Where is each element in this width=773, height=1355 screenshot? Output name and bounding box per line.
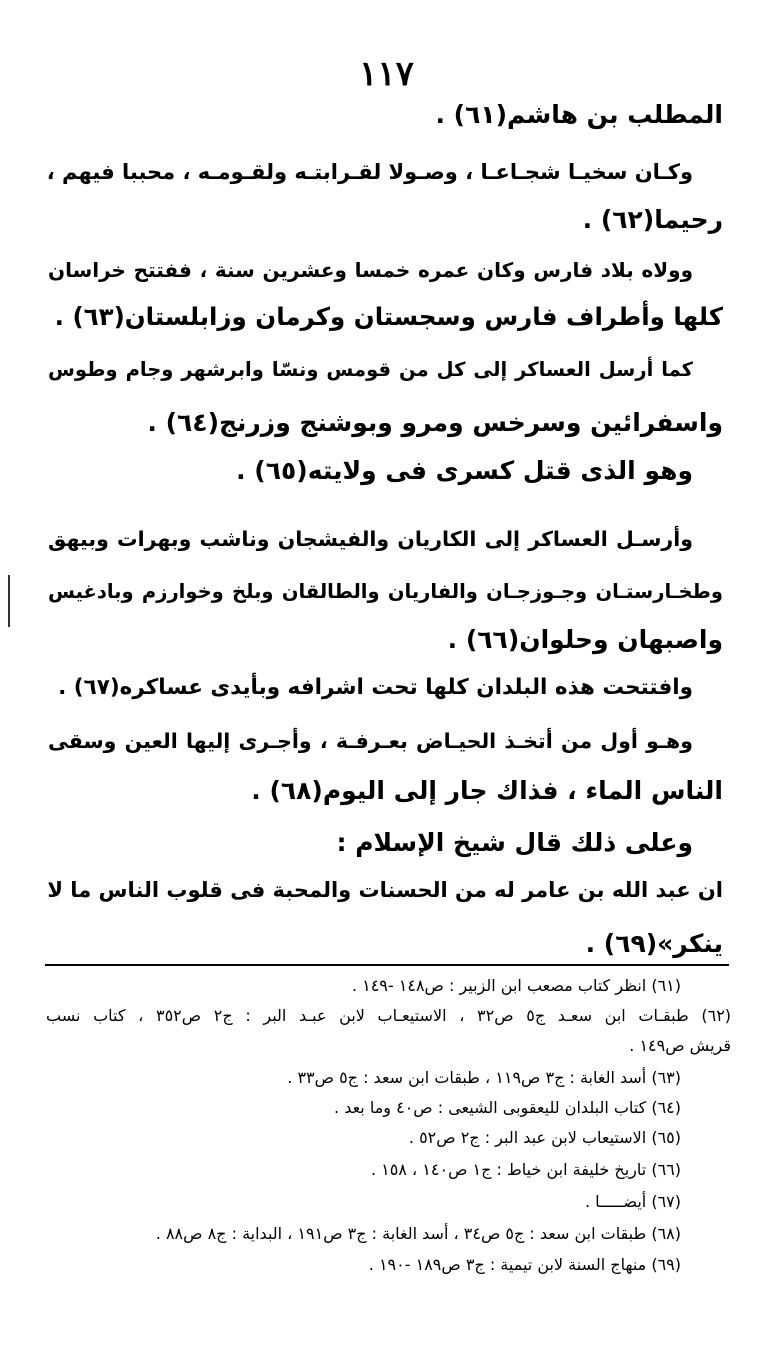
margin-mark — [8, 575, 10, 627]
body-line: وهـو أول من أتخـذ الحيـاض بعـرفـة ، وأجـرى إليها العين وسقى — [48, 729, 693, 753]
body-line: كما أرسل العساكر إلى كل من قومس ونسّا وابرشهر وجام وطوس — [48, 358, 693, 381]
body-line: ينكر»(٦٩) . — [585, 929, 723, 958]
body-line: وافتتحت هذه البلدان كلها تحت اشرافه وبأيدى عساكره(٦٧) . — [58, 675, 693, 700]
footnote: (٦٩) منهاج السنة لابن تيمية : ج٣ ص١٨٩ -١٩٠ . — [368, 1255, 681, 1274]
body-line: وعلى ذلك قال شيخ الإسلام : — [336, 828, 693, 857]
body-line: وكـان سخيـا شجـاعـا ، وصـولا لقـرابتـه ولقـومـه ، محببا فيهم ، — [46, 160, 693, 184]
footnote-separator — [45, 964, 729, 966]
footnote: (٦٧) أيضـــــا . — [584, 1192, 681, 1211]
body-line: الناس الماء ، فذاك جار إلى اليوم(٦٨) . — [251, 776, 723, 805]
body-line: رحيما(٦٢) . — [582, 205, 723, 234]
body-line: وولاه بلاد فارس وكان عمره خمسا وعشرين سنة ، ففتتح خراسان — [48, 258, 693, 282]
footnote: قريش ص١٤٩ . — [629, 1036, 731, 1055]
body-line: وطخـارستـان وجـوزجـان والفاريان والطالقان وبلخ وخوارزم وبادغيس — [48, 580, 723, 603]
body-line: المطلب بن هاشم(٦١) . — [435, 100, 723, 129]
footnote: (٦٦) تاريخ خليفة ابن خياط : ج١ ص١٤٠ ، ١٥٨ . — [370, 1160, 681, 1179]
footnote: (٦٥) الاستيعاب لابن عبد البر : ج٢ ص٥٢ . — [408, 1128, 681, 1147]
body-line: واصبهان وحلوان(٦٦) . — [447, 625, 723, 654]
footnote: (٦١) انظر كتاب مصعب ابن الزبير : ص١٤٨ -١٤٩ . — [351, 976, 681, 995]
footnote: (٦٢) طبقـات ابن سعـد ج٥ ص٣٢ ، الاستيعـاب لابن عبـد البر : ج٢ ص٣٥٢ ، كتاب نسب — [46, 1006, 732, 1025]
page-number: ١١٧ — [359, 54, 414, 94]
body-line: وأرسـل العساكر إلى الكاريان والفيشجان وناشب وبهرات وبيهق — [48, 527, 693, 551]
footnote: (٦٨) طبقات ابن سعد : ج٥ ص٣٤ ، أسد الغابة : ج٣ ص١٩١ ، البداية : ج٨ ص٨٨ . — [155, 1224, 681, 1243]
body-line: واسفرائين وسرخس ومرو وبوشنج وزرنج(٦٤) . — [147, 408, 723, 437]
body-line: كلها وأطراف فارس وسجستان وكرمان وزابلستان(٦٣) . — [54, 302, 723, 331]
footnote: (٦٤) كتاب البلدان لليعقوبى الشيعى : ص٤٠ وما بعد . — [334, 1098, 681, 1117]
footnote: (٦٣) أسد الغابة : ج٣ ص١١٩ ، طبقات ابن سعد : ج٥ ص٣٣ . — [287, 1068, 681, 1087]
body-line: وهو الذى قتل كسرى فى ولايته(٦٥) . — [236, 456, 693, 485]
body-line: ان عبد الله بن عامر له من الحسنات والمحبة فى قلوب الناس ما لا — [47, 878, 723, 902]
